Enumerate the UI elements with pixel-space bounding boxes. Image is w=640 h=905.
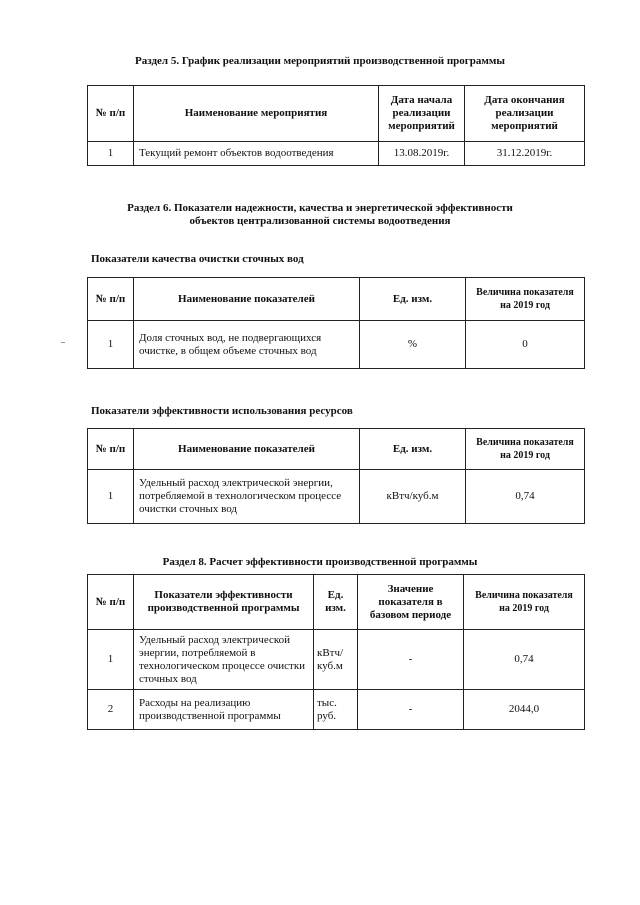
table-row bbox=[88, 690, 585, 730]
indicator-value: 0,74 bbox=[464, 630, 585, 690]
section5-title: Раздел 5. График реализации мероприятий производственной программы bbox=[135, 55, 505, 67]
row-number: 2 bbox=[88, 690, 134, 730]
unit: кВтч/куб.м bbox=[360, 470, 466, 524]
efficiency-table bbox=[87, 428, 585, 524]
unit: тыс. руб. bbox=[314, 690, 358, 730]
table-row bbox=[88, 630, 585, 690]
section6-title-line1: Раздел 6. Показатели надежности, качества и энергетической эффективности bbox=[127, 202, 513, 214]
end-date: 31.12.2019г. bbox=[465, 142, 585, 166]
indicator-name: Удельный расход электрической энергии, потребляемой в технологическом процессе очистки сточных вод bbox=[134, 630, 314, 690]
base-value: - bbox=[358, 690, 464, 730]
indicator-value: 2044,0 bbox=[464, 690, 585, 730]
indicator-value: 0,74 bbox=[466, 470, 585, 524]
indicator-value: 0 bbox=[466, 321, 585, 369]
header-cell: Дата окончания реализации мероприятий bbox=[465, 86, 585, 142]
row-number: 1 bbox=[88, 142, 134, 166]
unit: кВтч/ куб.м bbox=[314, 630, 358, 690]
header-cell: Ед. изм. bbox=[314, 575, 358, 630]
efficiency-heading: Показатели эффективности использования ресурсов bbox=[91, 405, 353, 417]
table-row bbox=[88, 470, 585, 524]
table-header-row bbox=[88, 278, 585, 321]
header-cell: Величина показателя на 2019 год bbox=[466, 429, 585, 470]
header-cell: Наименование мероприятия bbox=[134, 86, 379, 142]
start-date: 13.08.2019г. bbox=[379, 142, 465, 166]
row-number: 1 bbox=[88, 321, 134, 369]
indicator-name: Удельный расход электрической энергии, потребляемой в технологическом процессе очистки сточных вод bbox=[134, 470, 360, 524]
indicator-name: Доля сточных вод, не подвергающихся очистке, в общем объеме сточных вод bbox=[134, 321, 360, 369]
unit: % bbox=[360, 321, 466, 369]
header-cell: Наименование показателей bbox=[134, 278, 360, 321]
header-cell: № п/п bbox=[88, 278, 134, 321]
header-cell: Величина показателя на 2019 год bbox=[466, 278, 585, 321]
header-cell: № п/п bbox=[88, 575, 134, 630]
section8-table bbox=[87, 574, 585, 730]
row-number: 1 bbox=[88, 470, 134, 524]
base-value: - bbox=[358, 630, 464, 690]
table-row bbox=[88, 321, 585, 369]
section8-title: Раздел 8. Расчет эффективности производственной программы bbox=[162, 556, 478, 568]
scan-mark bbox=[61, 342, 65, 343]
header-cell: Дата начала реализации мероприятий bbox=[379, 86, 465, 142]
header-cell: Ед. изм. bbox=[360, 429, 466, 470]
event-name: Текущий ремонт объектов водоотведения bbox=[134, 142, 379, 166]
section6-title-line2: объектов централизованной системы водоотведения bbox=[189, 215, 451, 227]
header-cell: Наименование показателей bbox=[134, 429, 360, 470]
indicator-name: Расходы на реализацию производственной программы bbox=[134, 690, 314, 730]
header-cell: Ед. изм. bbox=[360, 278, 466, 321]
header-cell: Показатели эффективности производственной программы bbox=[134, 575, 314, 630]
quality-table bbox=[87, 277, 585, 369]
row-number: 1 bbox=[88, 630, 134, 690]
header-cell: Значение показателя в базовом периоде bbox=[358, 575, 464, 630]
table-header-row bbox=[88, 429, 585, 470]
header-cell: № п/п bbox=[88, 429, 134, 470]
section5-table bbox=[87, 85, 585, 166]
header-cell: № п/п bbox=[88, 86, 134, 142]
table-row bbox=[88, 142, 585, 166]
quality-heading: Показатели качества очистки сточных вод bbox=[91, 253, 304, 265]
header-cell: Величина показателя на 2019 год bbox=[464, 575, 585, 630]
table-header-row bbox=[88, 575, 585, 630]
table-header-row bbox=[88, 86, 585, 142]
